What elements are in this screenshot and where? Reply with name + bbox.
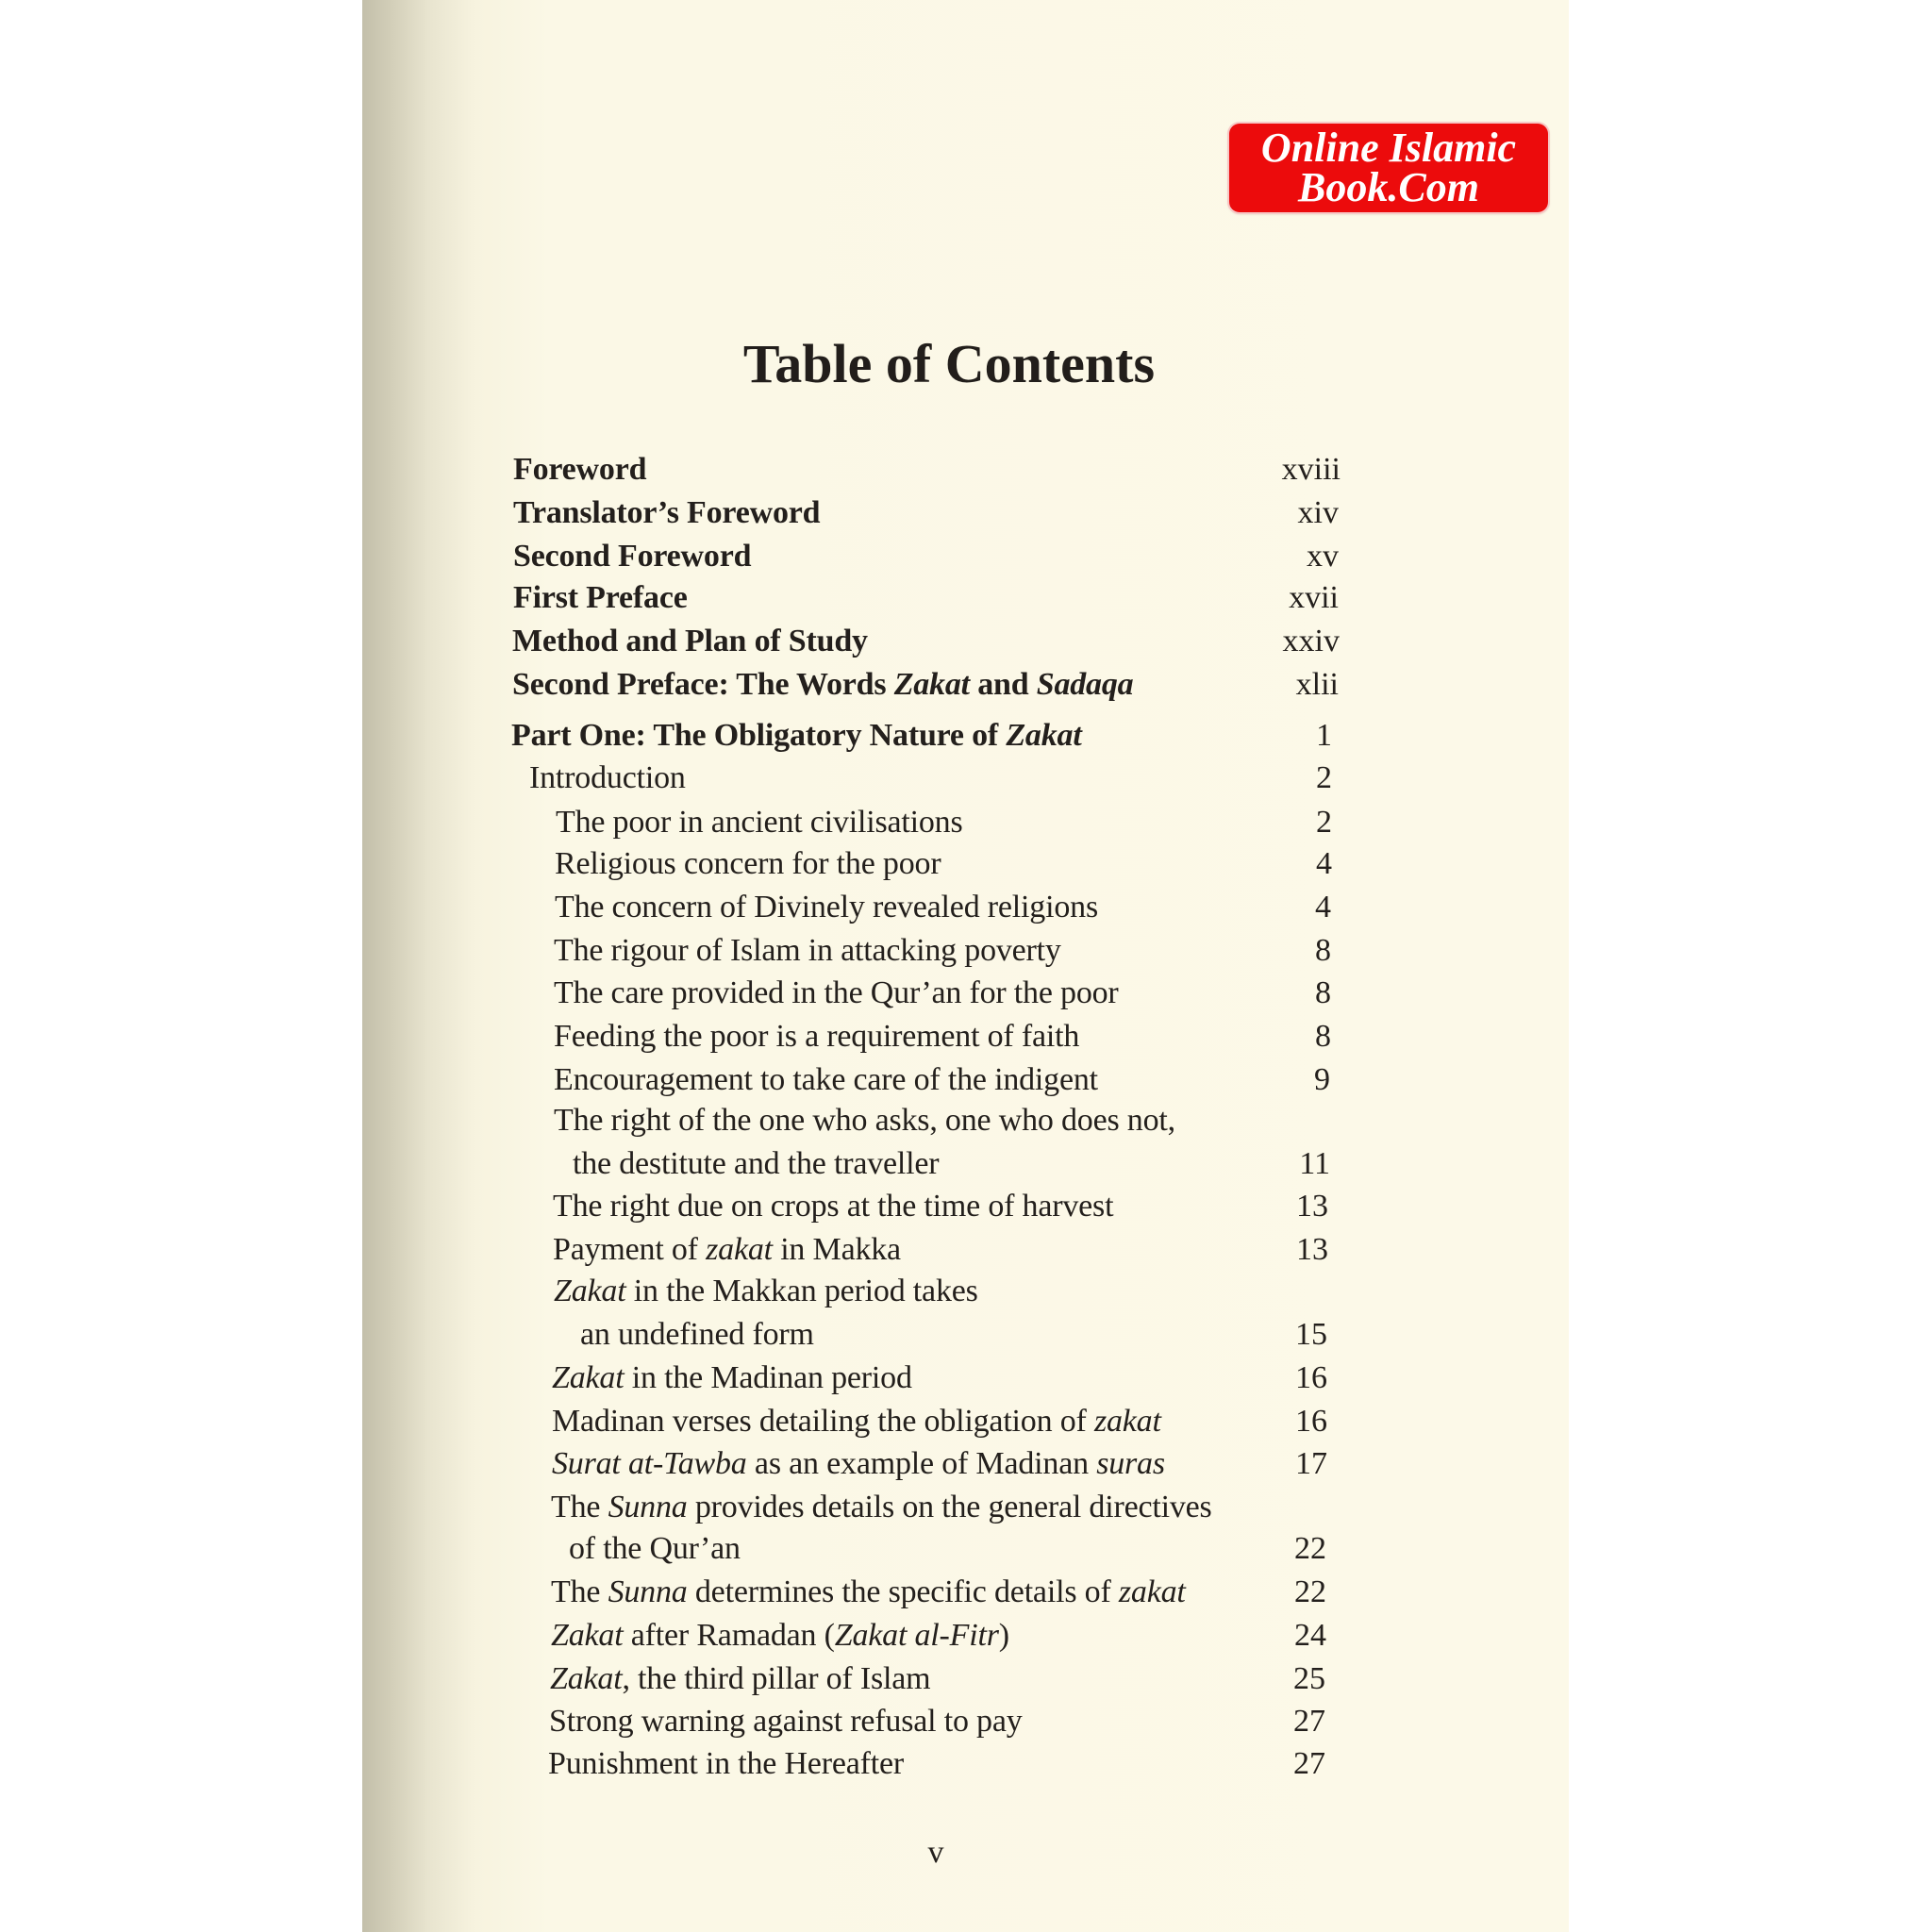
- toc-entry-page: 2: [1316, 760, 1332, 795]
- toc-entry-page: 24: [1294, 1618, 1326, 1653]
- toc-entry-title: The concern of Divinely revealed religions: [555, 890, 1098, 924]
- title-part: and: [969, 667, 1037, 702]
- toc-entry-title: Foreword: [513, 452, 647, 487]
- toc-entry-title: Second Foreword: [513, 539, 752, 574]
- page-title: Table of Contents: [742, 333, 1156, 394]
- title-part-italic: Zakat: [551, 1618, 624, 1653]
- title-part: Madinan verses detailing the obligation of: [552, 1404, 1094, 1439]
- toc-entry-title: [552, 1359, 912, 1397]
- title-part-italic: Sunna: [608, 1574, 688, 1609]
- toc-entry-title: Encouragement to take care of the indigent: [554, 1062, 1098, 1097]
- toc-entry-title: Strong warning against refusal to pay: [549, 1704, 1023, 1739]
- toc-part-title: [511, 717, 1082, 755]
- watermark-line-1: Online Islamic: [1260, 125, 1517, 171]
- title-part-italic: zakat: [1118, 1574, 1186, 1609]
- toc-entry-title-line-2: the destitute and the traveller: [573, 1146, 940, 1181]
- title-part: The: [551, 1574, 608, 1609]
- title-part: after Ramadan (: [623, 1618, 835, 1653]
- toc-entry-page: 13: [1296, 1189, 1328, 1224]
- toc-entry-title: The right due on crops at the time of harvest: [553, 1189, 1114, 1224]
- toc-entry-page: xv: [1307, 539, 1339, 574]
- toc-entry-page: xviii: [1281, 452, 1341, 487]
- title-part-italic: Sadaqa: [1036, 667, 1134, 702]
- toc-entry-title-line-1: [554, 1273, 978, 1310]
- toc-entry-page: xvii: [1289, 580, 1339, 615]
- toc-entry-page: 8: [1315, 1019, 1331, 1054]
- title-part-italic: zakat: [1093, 1404, 1161, 1439]
- toc-entry-page: 25: [1293, 1661, 1325, 1696]
- toc-entry-page: 13: [1296, 1232, 1328, 1267]
- toc-entry-page: 22: [1294, 1531, 1326, 1566]
- title-part: Part One: The Obligatory Nature of: [511, 718, 1007, 753]
- toc-entry-title: Introduction: [529, 760, 686, 795]
- toc-entry-page: 17: [1295, 1446, 1327, 1481]
- toc-entry-title: [551, 1574, 1186, 1611]
- toc-part-page: 1: [1316, 718, 1332, 753]
- toc-entry-title: The rigour of Islam in attacking poverty: [554, 933, 1061, 968]
- toc-entry-title: Punishment in the Hereafter: [548, 1746, 904, 1781]
- toc-entry-title: Religious concern for the poor: [555, 846, 941, 881]
- title-part: provides details on the general directives: [687, 1490, 1212, 1524]
- toc-entry-title: [550, 1660, 930, 1698]
- toc-entry-title-line-2: an undefined form: [580, 1317, 814, 1352]
- title-part: in Makka: [772, 1232, 901, 1267]
- toc-entry-page: 8: [1315, 975, 1331, 1010]
- toc-entry-title-line-1: [551, 1489, 1212, 1526]
- watermark-logo: [1229, 124, 1548, 212]
- toc-entry-title: [552, 1445, 1165, 1483]
- toc-entry-page: xlii: [1295, 667, 1339, 702]
- title-part-italic: Zakat: [893, 667, 970, 702]
- toc-entry-page: 4: [1316, 846, 1332, 881]
- toc-entry-title: Method and Plan of Study: [512, 624, 868, 658]
- title-part-italic: Zakat: [552, 1360, 625, 1395]
- toc-entry-page: 2: [1316, 805, 1332, 840]
- toc-entry-page: 27: [1293, 1746, 1325, 1781]
- toc-entry-title: [553, 1231, 901, 1269]
- toc-entry-title: First Preface: [513, 580, 688, 615]
- toc-entry-page: 11: [1299, 1146, 1330, 1181]
- toc-entry-title-line-2: of the Qur’an: [569, 1531, 741, 1566]
- title-part-italic: Zakat al-Fitr: [834, 1618, 999, 1653]
- toc-entry-title: [551, 1617, 1009, 1655]
- title-part: , the third pillar of Islam: [622, 1661, 931, 1696]
- title-part: Payment of: [553, 1232, 707, 1267]
- title-part-italic: Zakat: [1006, 718, 1082, 753]
- toc-entry-page: 15: [1295, 1317, 1327, 1352]
- toc-entry-title: The poor in ancient civilisations: [556, 805, 963, 840]
- toc-entry-title: [552, 1403, 1161, 1441]
- page-number-folio: v: [927, 1835, 944, 1870]
- watermark-line-2: Book.Com: [1298, 164, 1479, 210]
- toc-entry-page: xxiv: [1282, 624, 1340, 658]
- toc-entry-page: 4: [1315, 890, 1331, 924]
- title-part-italic: Sunna: [608, 1490, 688, 1524]
- title-part-italic: Zakat: [554, 1274, 626, 1308]
- toc-entry-page: 16: [1295, 1360, 1327, 1395]
- title-part: The: [551, 1490, 608, 1524]
- toc-entry-title: Translator’s Foreword: [513, 495, 821, 530]
- title-part: as an example of Madinan: [746, 1446, 1097, 1481]
- toc-entry-page: 27: [1293, 1704, 1325, 1739]
- title-part: determines the specific details of: [687, 1574, 1119, 1609]
- toc-entry-page: 16: [1295, 1404, 1327, 1439]
- title-part: Second Preface: The Words: [512, 667, 894, 702]
- toc-entry-title-line-1: The right of the one who asks, one who does not,: [554, 1103, 1175, 1138]
- title-part: in the Makkan period takes: [625, 1274, 978, 1308]
- title-part-italic: suras: [1096, 1446, 1165, 1481]
- title-part-italic: Surat at-Tawba: [552, 1446, 747, 1481]
- toc-entry-page: 9: [1314, 1062, 1330, 1097]
- toc-entry-page: 8: [1315, 933, 1331, 968]
- title-part: in the Madinan period: [624, 1360, 912, 1395]
- toc-entry-page: 22: [1294, 1574, 1326, 1609]
- toc-entry-title: The care provided in the Qur’an for the poor: [554, 975, 1119, 1010]
- toc-entry-title: Feeding the poor is a requirement of faith: [554, 1019, 1080, 1054]
- toc-entry-page: xiv: [1297, 495, 1339, 530]
- title-part-italic: Zakat: [550, 1661, 623, 1696]
- toc-entry-title: [512, 666, 1133, 704]
- title-part-italic: zakat: [706, 1232, 773, 1267]
- title-part: ): [998, 1618, 1009, 1653]
